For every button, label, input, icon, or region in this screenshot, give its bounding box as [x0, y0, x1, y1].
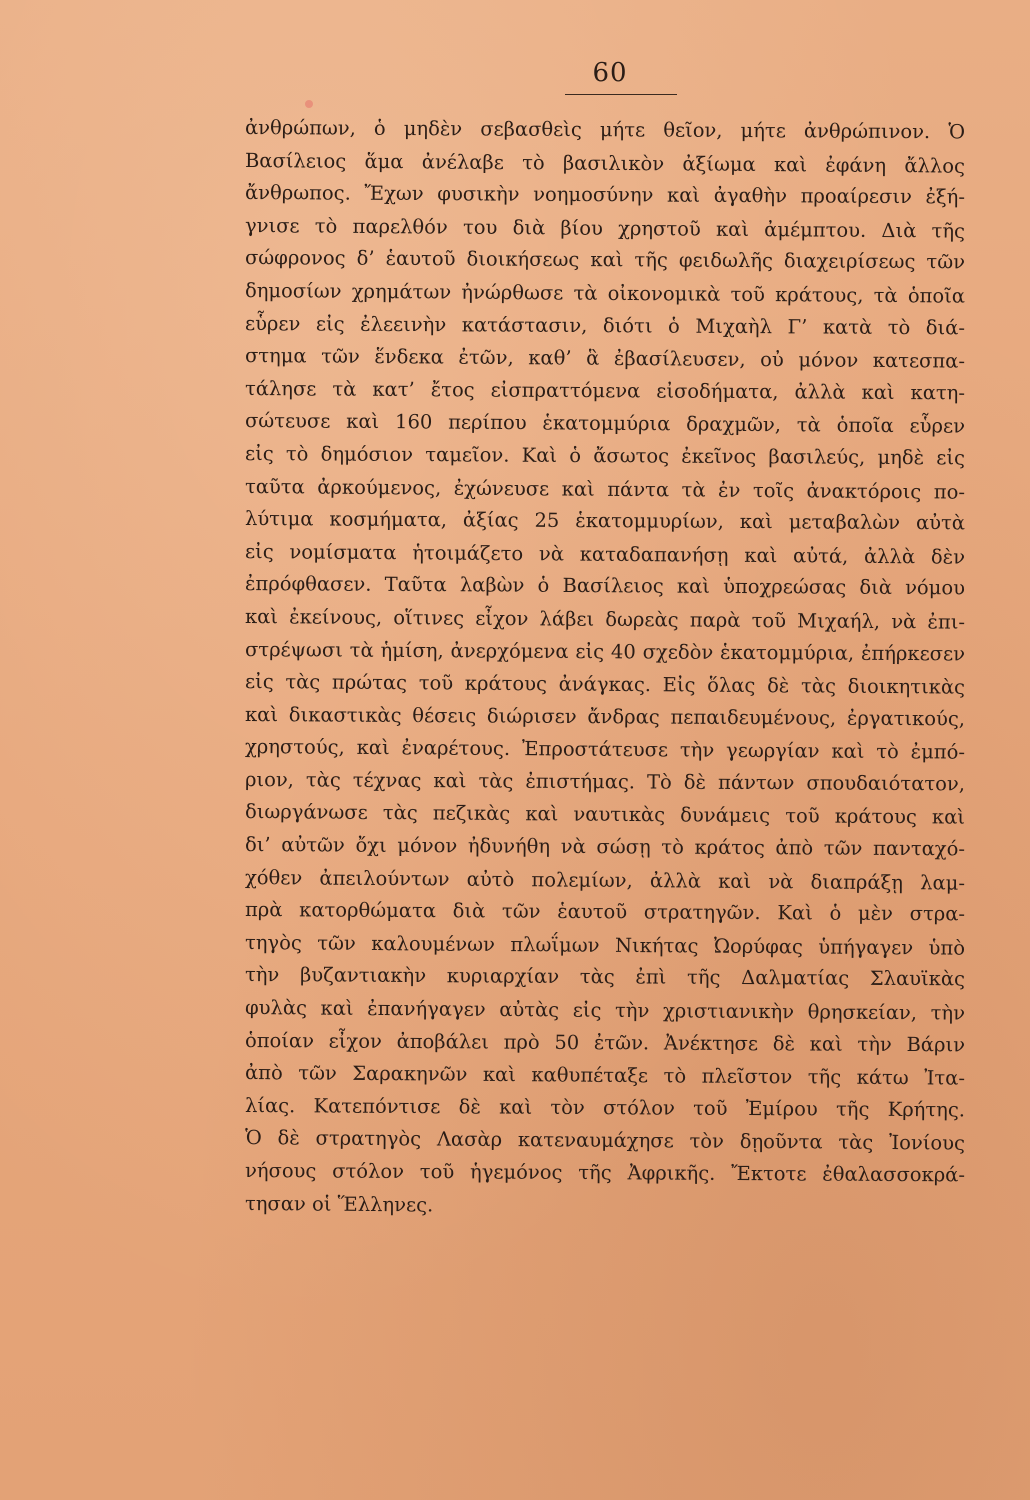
text-line: τάλησε τὰ κατ’ ἔτος εἰσπραττόμενα εἰσοδήματα, ἀλλὰ καὶ κατη- — [244, 376, 966, 405]
page-number: 60 — [592, 58, 628, 88]
text-line: πρὰ κατορθώματα διὰ τῶν ἑαυτοῦ στρατηγῶν. Καὶ ὁ μὲν στρα- — [244, 898, 966, 926]
text-line: Ὁ δὲ στρατηγὸς Λασὰρ κατεναυμάχησε τὸν δῃοῦντα τὰς Ἰονίους — [244, 1126, 966, 1156]
text-line: δημοσίων χρημάτων ἠνώρθωσε τὰ οἰκονομικὰ τοῦ κράτους, τὰ ὁποῖα — [244, 278, 966, 308]
text-line: ὁποίαν εἶχον ἀποβάλει πρὸ 50 ἐτῶν. Ἀνέκτησε δὲ καὶ τὴν Βάριν — [244, 1028, 966, 1057]
text-line: εἰς τὰς πρώτας τοῦ κράτους ἀνάγκας. Εἰς ὅλας δὲ τὰς διοικητικὰς — [244, 670, 966, 699]
ink-smudge — [305, 100, 313, 108]
text-line: τὴν βυζαντιακὴν κυριαρχίαν τὰς ἐπὶ τῆς Δαλματίας Σλαυϊκὰς — [244, 963, 966, 991]
text-line: σώτευσε καὶ 160 περίπου ἑκατομμύρια δραχμῶν, τὰ ὁποῖα εὗρεν — [244, 409, 966, 438]
text-line: ἐπρόφθασεν. Ταῦτα λαβὼν ὁ Βασίλειος καὶ ὑποχρεώσας διὰ νόμου — [244, 572, 966, 600]
text-line: στημα τῶν ἕνδεκα ἐτῶν, καθ’ ἃ ἐβασίλευσεν, οὐ μόνον κατεσπα- — [244, 344, 966, 373]
text-line: εἰς τὸ δημόσιον ταμεῖον. Καὶ ὁ ἄσωτος ἐκεῖνος βασιλεύς, μηδὲ εἰς — [244, 441, 966, 470]
text-line: ἀπὸ τῶν Σαρακηνῶν καὶ καθυπέταξε τὸ πλεῖστον τῆς κάτω Ἰτα- — [244, 1061, 966, 1090]
text-line: σώφρονος δ’ ἑαυτοῦ διοικήσεως καὶ τῆς φειδωλῆς διαχειρίσεως τῶν — [244, 246, 966, 274]
text-line: διωργάνωσε τὰς πεζικὰς καὶ ναυτικὰς δυνάμεις τοῦ κράτους καὶ — [244, 800, 966, 830]
body-text — [245, 112, 965, 1220]
text-line: ριον, τὰς τέχνας καὶ τὰς ἐπιστήμας. Τὸ δὲ πάντων σπουδαιότατον, — [244, 767, 966, 796]
text-line: γνισε τὸ παρελθόν του διὰ βίου χρηστοῦ καὶ ἀμέμπτου. Διὰ τῆς — [244, 213, 966, 243]
text-line: ἀνθρώπων, ὁ μηδὲν σεβασθεὶς μήτε θεῖον, μήτε ἀνθρώπινον. Ὁ — [244, 116, 966, 144]
text-line: λύτιμα κοσμήματα, ἀξίας 25 ἑκατομμυρίων, καὶ μεταβαλὼν αὐτὰ — [244, 507, 966, 535]
text-line: ταῦτα ἀρκούμενος, ἐχώνευσε καὶ πάντα τὰ ἐν τοῖς ἀνακτόροις πο- — [244, 474, 966, 504]
text-line: φυλὰς καὶ ἐπανήγαγεν αὐτὰς εἰς τὴν χριστιανικὴν θρησκείαν, τὴν — [244, 996, 966, 1025]
text-line: τησαν οἱ Ἕλληνες. — [244, 1191, 434, 1217]
text-line: καὶ δικαστικὰς θέσεις διώρισεν ἄνδρας πεπαιδευμένους, ἐργατικούς, — [244, 702, 966, 731]
text-line: Βασίλειος ἅμα ἀνέλαβε τὸ βασιλικὸν ἀξίωμα καὶ ἐφάνη ἄλλος — [244, 148, 966, 178]
text-line: ἄνθρωπος. Ἔχων φυσικὴν νοημοσύνην καὶ ἀγαθὴν προαίρεσιν ἐξή- — [244, 181, 966, 209]
text-line: εὗρεν εἰς ἐλεεινὴν κατάστασιν, διότι ὁ Μιχαὴλ Γ’ κατὰ τὸ διά- — [244, 311, 966, 339]
text-line: λίας. Κατεπόντισε δὲ καὶ τὸν στόλον τοῦ Ἐμίρου τῆς Κρήτης. — [244, 1093, 966, 1122]
text-line: νήσους στόλον τοῦ ἡγεμόνος τῆς Ἀφρικῆς. Ἔκτοτε ἐθαλασσοκρά- — [244, 1159, 966, 1187]
text-line: στρέψωσι τὰ ἡμίση, ἀνερχόμενα εἰς 40 σχεδὸν ἑκατομμύρια, ἐπήρκεσεν — [244, 637, 966, 665]
text-line: χόθεν ἀπειλούντων αὐτὸ πολεμίων, ἀλλὰ καὶ νὰ διαπράξῃ λαμ- — [244, 865, 966, 895]
text-line: χρηστούς, καὶ ἐναρέτους. Ἐπροστάτευσε τὴν γεωργίαν καὶ τὸ ἐμπό- — [244, 735, 966, 764]
text-line: δι’ αὐτῶν ὄχι μόνον ἠδυνήθη νὰ σώσῃ τὸ κράτος ἀπὸ τῶν πανταχό- — [244, 833, 966, 861]
text-line: εἰς νομίσματα ἡτοιμάζετο νὰ καταδαπανήσῃ καὶ αὐτά, ἀλλὰ δὲν — [244, 539, 966, 569]
header-rule — [565, 94, 677, 95]
text-line: καὶ ἐκείνους, οἵτινες εἶχον λάβει δωρεὰς παρὰ τοῦ Μιχαήλ, νὰ ἐπι- — [244, 604, 966, 634]
text-line: τηγὸς τῶν καλουμένων πλωΐμων Νικήτας Ὠορύφας ὑπήγαγεν ὑπὸ — [244, 930, 966, 960]
